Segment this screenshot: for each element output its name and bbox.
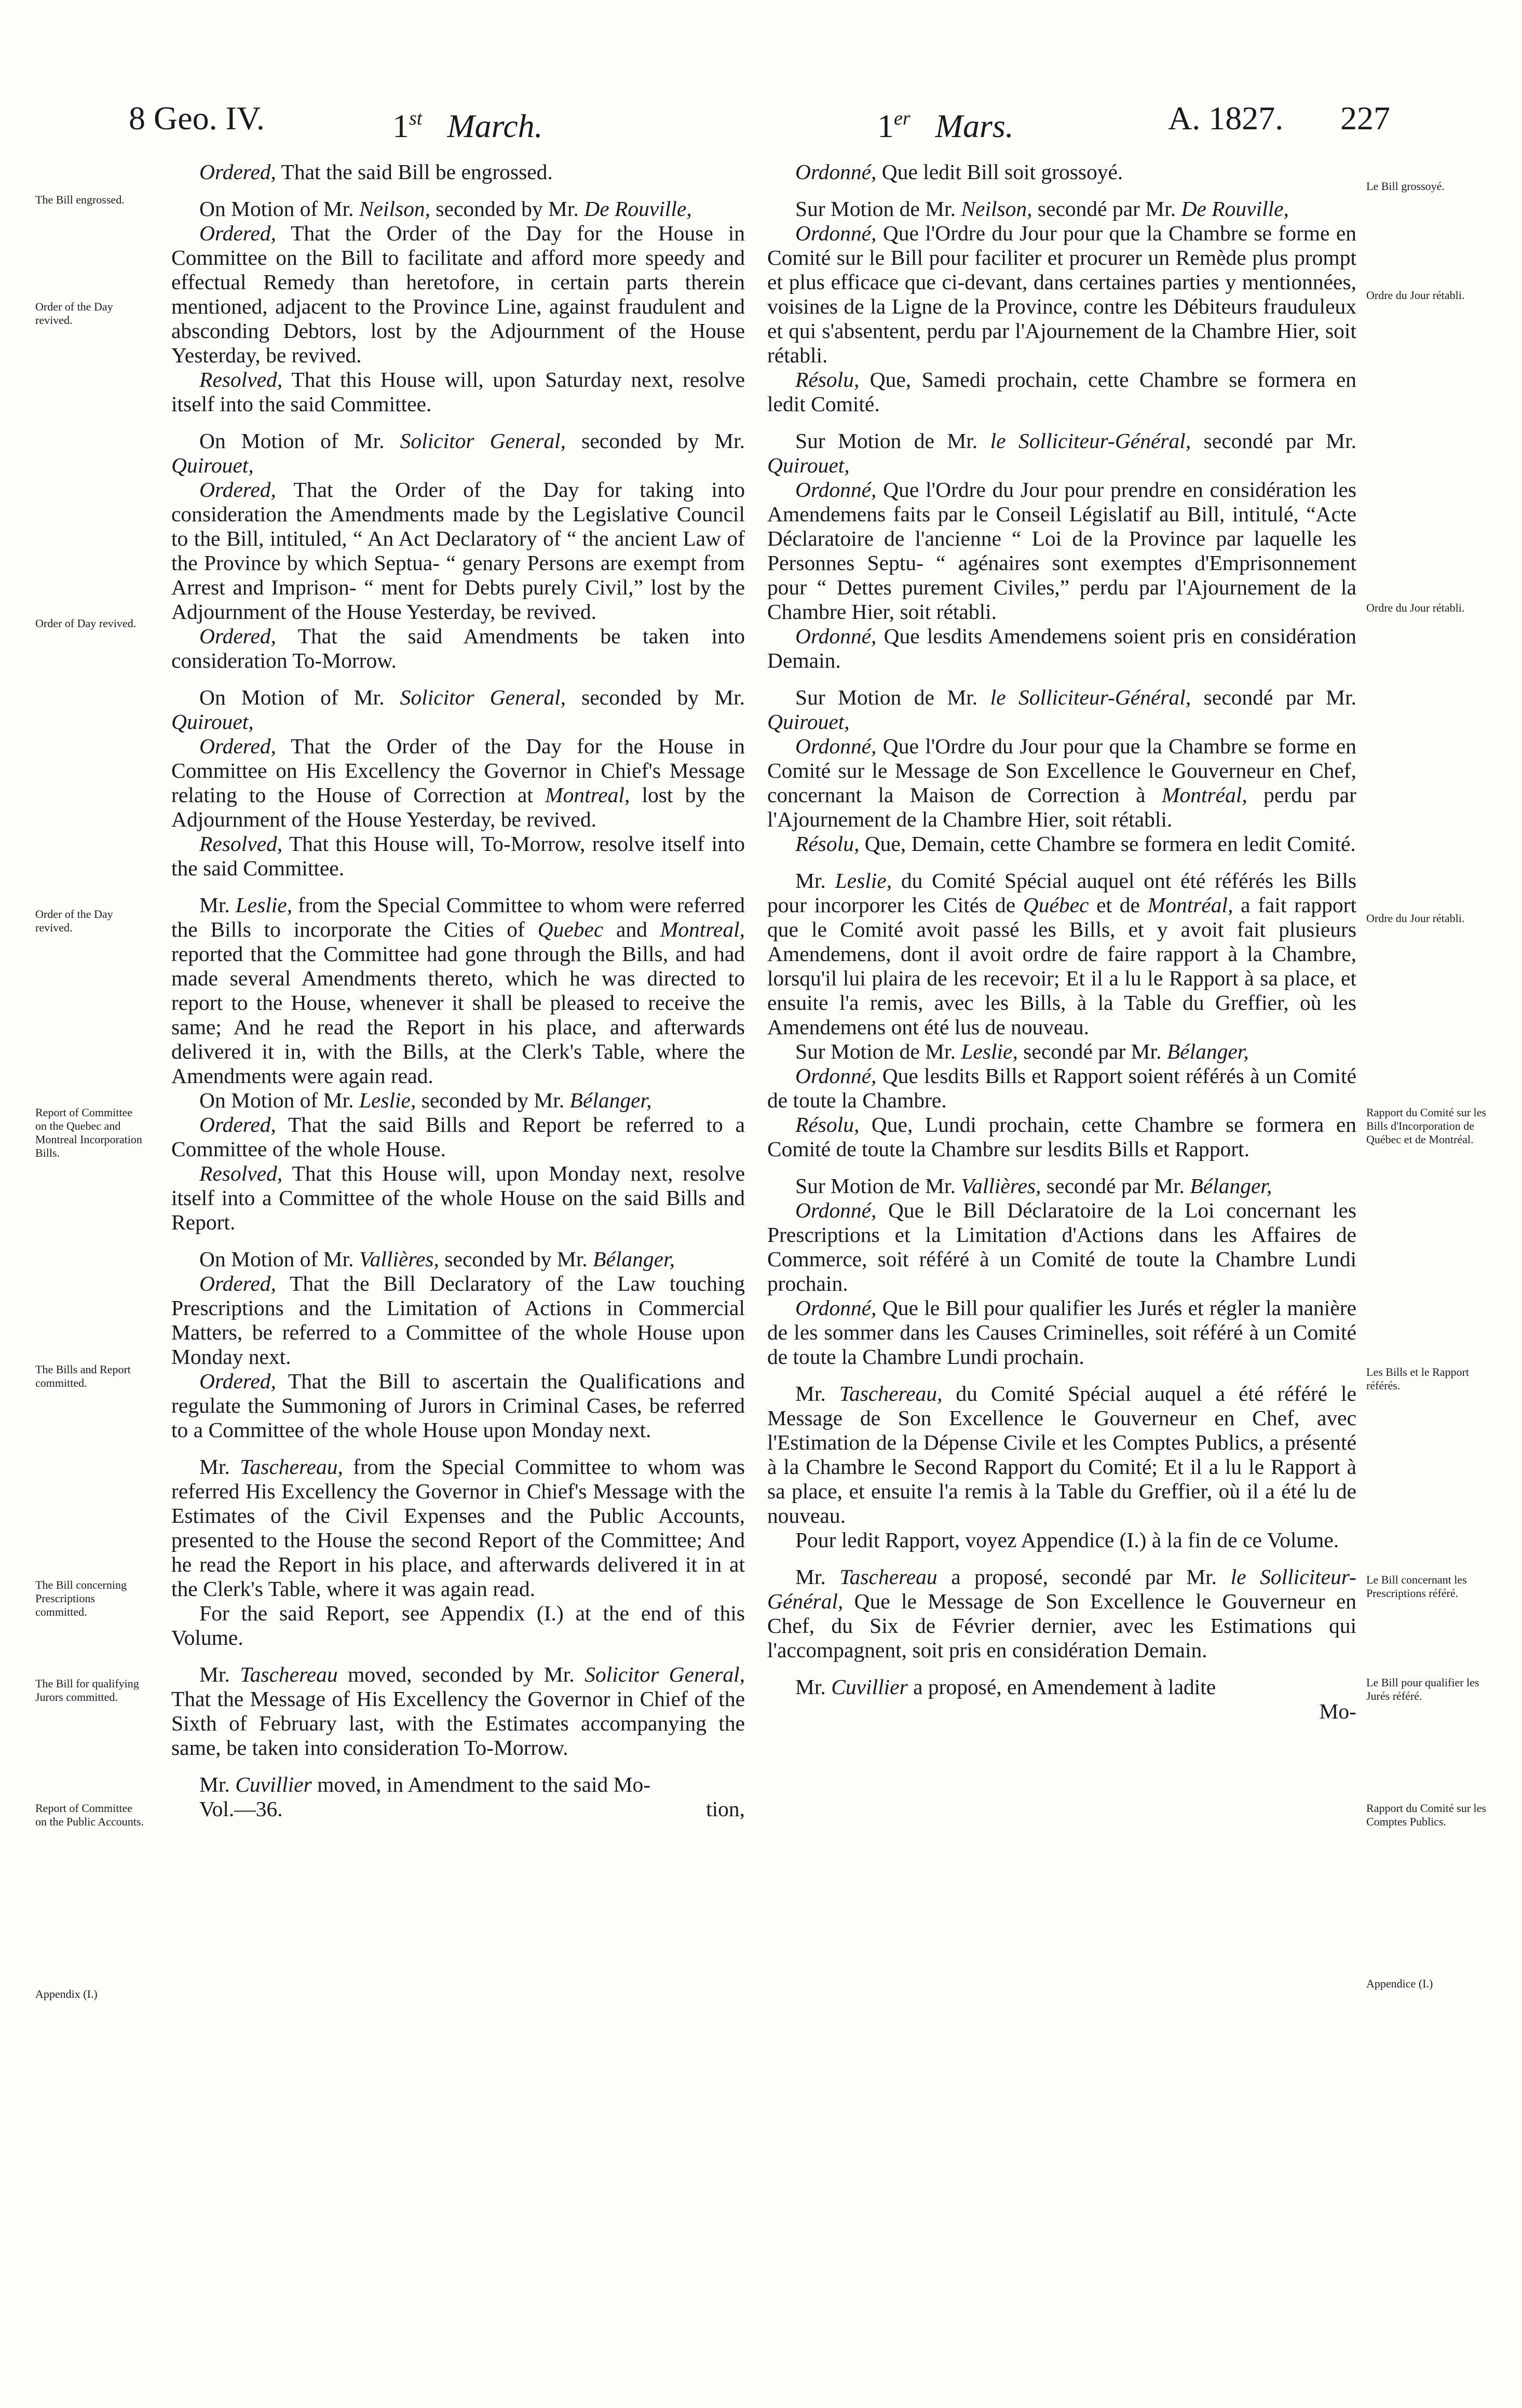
paragraph: On Motion of Mr. Solicitor General, seconded by Mr. Quirouet, [171, 685, 745, 734]
paragraph: Ordered, That the Bill to ascertain the Qualifications and regulate the Summoning of Jurors in Criminal Cases, be referred to a Committee of the whole House upon Monday next. [171, 1369, 745, 1442]
margin-note-right: Rapport du Comité sur les Bills d'Incorporation de Québec et de Montréal. [1366, 1106, 1486, 1146]
margin-note-right: Le Bill grossoyé. [1366, 180, 1445, 193]
paragraph: Ordered, That the Order of the Day for the House in Committee on the Bill to facilitate and afford more speedy and effectual Remedy than heretofore, in certain parts therein mentioned, adjacent to the Province Line, against fraudulent and absconding Debtors, lost by the Adjournment of the House Yesterday, be revived. [171, 221, 745, 367]
paragraph: Pour ledit Rapport, voyez Appendice (I.) à la fin de ce Volume. [795, 1528, 1339, 1552]
paragraph: Resolved, That this House will, To-Morrow, resolve itself into the said Committee. [171, 832, 745, 880]
margin-note-left: Order of the Day revived. [35, 300, 113, 327]
volume-signature: Vol.—36. [199, 1797, 283, 1821]
paragraph: Ordered, That the said Bills and Report be referred to a Committee of the whole House. [171, 1113, 745, 1161]
margin-note-right: Ordre du Jour rétabli. [1366, 601, 1465, 614]
session-label: 8 Geo. IV. [129, 100, 265, 137]
paragraph: Mr. Taschereau, from the Special Committee to whom was referred His Excellency the Governor in Chief's Message with the Estimates of the Civil Expenses and the Public Accounts, presented to the House the second Report of the Committee; And he read the Report in his place, and afterwards delivered it in at the Clerk's Table, where it was again read. [171, 1455, 745, 1601]
paragraph: Ordonné, Que ledit Bill soit grossoyé. [795, 160, 1123, 184]
margin-note-left: Order of the Day revived. [35, 908, 113, 934]
paragraph: Ordered, That the said Bill be engrossed. [199, 160, 553, 184]
paragraph: Résolu, Que, Samedi prochain, cette Chambre se formera en ledit Comité. [767, 368, 1356, 416]
date-day-suffix: st [409, 107, 423, 129]
header-year [1168, 98, 1283, 139]
paragraph: For the said Report, see Appendix (I.) at the end of this Volume. [171, 1601, 745, 1649]
margin-note-right: Le Bill pour qualifier les Jurés référé. [1366, 1676, 1479, 1702]
margin-note-left: The Bill concerning Prescriptions committed. [35, 1578, 127, 1618]
paragraph: Mr. Leslie, from the Special Committee to whom were referred the Bills to incorporate the Cities of Quebec and Montreal, reported that the Committee had gone through the Bills, and had made several Amendments thereto, which he was directed to report to the House, whenever it shall be pleased to receive the same; And he read the Report in his place, and afterwards delivered it in, with the Bills, at the Clerk's Table, where the Amendments were again read. [171, 893, 745, 1088]
english-column [171, 160, 745, 1821]
paragraph: Mr. Taschereau a proposé, secondé par Mr. le Solliciteur-Général, Que le Message de Son Excellence le Gouverneur en Chef, du Six de Février dernier, avec les Estimations qui l'accompagnent, soit pris en considération Demain. [767, 1565, 1356, 1662]
margin-note-left: The Bills and Report committed. [35, 1363, 131, 1389]
paragraph: Ordered, That the Order of the Day for taking into consideration the Amendments made by the Legislative Council to the Bill, intituled, “ An Act Declaratory of “ the ancient Law of the Province by which Septua- “ genary Persons are exempt from Arrest and Imprison- “ ment for Debts purely Civil,” lost by the Adjournment of the House Yesterday, be revived. [171, 478, 745, 624]
margin-note-left: Report of Committee on the Quebec and Montreal Incorporation Bills. [35, 1106, 142, 1159]
paragraph: Ordered, That the said Amendments be taken into consideration To-Morrow. [171, 624, 745, 672]
date-day: 1 [392, 107, 409, 144]
paragraph: Ordered, That the Bill Declaratory of the Law touching Prescriptions and the Limitation of Actions in Commercial Matters, be referred to a Committee of the whole House upon Monday next. [171, 1271, 745, 1369]
year-label: A. 1827. [1168, 100, 1284, 137]
paragraph: Résolu, Que, Demain, cette Chambre se formera en ledit Comité. [795, 832, 1356, 856]
header-session [129, 98, 265, 139]
paragraph: Sur Motion de Mr. Neilson, secondé par Mr. De Rouville, [795, 197, 1289, 221]
paragraph: On Motion of Mr. Vallières, seconded by Mr. Bélanger, [199, 1247, 675, 1271]
paragraph: Ordonné, Que lesdits Bills et Rapport soient référés à un Comité de toute la Chambre. [767, 1064, 1356, 1112]
paragraph: Resolved, That this House will, upon Monday next, resolve itself into a Committee of the whole House on the said Bills and Report. [171, 1161, 745, 1234]
paragraph: Sur Motion de Mr. le Solliciteur-Général, secondé par Mr. Quirouet, [767, 429, 1356, 477]
paragraph: Ordonné, Que lesdits Amendemens soient pris en considération Demain. [767, 624, 1356, 672]
paragraph: Mr. Taschereau moved, seconded by Mr. Solicitor General, That the Message of His Excellency the Governor in Chief of the Sixth of February last, with the Estimates accompanying the same, be taken into consideration To-Morrow. [171, 1662, 745, 1760]
paragraph: Sur Motion de Mr. Vallières, secondé par Mr. Bélanger, [795, 1174, 1272, 1198]
page-number: 227 [1340, 100, 1390, 137]
date-day-suffix-fr: er [894, 107, 911, 129]
paragraph: Ordonné, Que l'Ordre du Jour pour que la Chambre se forme en Comité sur le Bill pour faciliter et procurer un Remède plus prompt et plus efficace que ci-devant, dans certaines parties y mentionnées, voisines de la Ligne de la Province, contre les Débiteurs frauduleux et qui s'absentent, perdu par l'Ajournement de la Chambre Hier, soit rétabli. [767, 221, 1356, 367]
french-column [767, 160, 1356, 1724]
signature-line [171, 1797, 745, 1821]
margin-note-right: Appendice (I.) [1366, 1977, 1433, 1990]
paragraph: On Motion of Mr. Solicitor General, seconded by Mr. Quirouet, [171, 429, 745, 477]
paragraph: Mr. Cuvillier moved, in Amendment to the said Mo- [199, 1773, 651, 1796]
catchword-fr: Mo- [1319, 1699, 1356, 1723]
paragraph: Resolved, That this House will, upon Saturday next, resolve itself into the said Committee. [171, 368, 745, 416]
header-date-left [392, 98, 543, 147]
margin-note-left: The Bill engrossed. [35, 193, 125, 206]
paragraph: Ordonné, Que l'Ordre du Jour pour prendre en considération les Amendemens faits par le Conseil Législatif au Bill, intitulé, “Acte Déclaratoire de l'ancienne “ Loi de la Province par laquelle les Personnes Septu- “ agénaires sont exemptes d'Emprisonnement pour “ Dettes purement Civiles,” perdu par l'Ajournement de la Chambre Hier, soit rétabli. [767, 478, 1356, 624]
paragraph: Mr. Leslie, du Comité Spécial auquel ont été référés les Bills pour incorporer les Cités de Québec et de Montréal, a fait rapport que le Comité avoit passé les Bills, et y avoit fait plusieurs Amendemens, dont il avoit ordre de faire rapport à la Chambre, lorsqu'il lui plaira de les recevoir; Et il a lu le Rapport à sa place, et ensuite l'a remis, avec les Bills, à la Table du Greffier, où les Amendemens ont été lus de nouveau. [767, 869, 1357, 1039]
paragraph: On Motion of Mr. Leslie, seconded by Mr. Bélanger, [199, 1088, 652, 1112]
margin-note-left: The Bill for qualifying Jurors committed. [35, 1677, 139, 1703]
paragraph: Sur Motion de Mr. le Solliciteur-Général, secondé par Mr. Quirouet, [767, 685, 1356, 734]
margin-note-right: Les Bills et le Rapport référés. [1366, 1365, 1469, 1392]
paragraph: Ordonné, Que le Bill pour qualifier les Jurés et régler la manière de les sommer dans les Causes Criminelles, soit référé à un Comité de toute la Chambre Lundi prochain. [767, 1296, 1356, 1369]
paragraph: Ordered, That the Order of the Day for the House in Committee on His Excellency the Governor in Chief's Message relating to the House of Correction at Montreal, lost by the Adjournment of the House Yesterday, be revived. [171, 734, 745, 831]
paragraph: Ordonné, Que le Bill Déclaratoire de la Loi concernant les Prescriptions et la Limitation d'Actions dans les Affaires de Commerce, soit référé à un Comité de toute la Chambre Lundi prochain. [767, 1198, 1356, 1295]
date-day-fr: 1 [877, 107, 894, 144]
date-month-fr: Mars. [935, 107, 1014, 144]
paragraph: Résolu, Que, Lundi prochain, cette Chambre se formera en Comité de toute la Chambre sur lesdits Bills et Rapport. [767, 1113, 1356, 1161]
paragraph: Sur Motion de Mr. Leslie, secondé par Mr. Bélanger, [795, 1039, 1249, 1063]
margin-note-right: Ordre du Jour rétabli. [1366, 912, 1465, 925]
paragraph: Mr. Taschereau, du Comité Spécial auquel a été référé le Message de Son Excellence le Gouverneur en Chef, avec l'Estimation de la Dépense Civile et les Comptes Publics, a présenté à la Chambre le Second Rapport du Comité; Et il a lu le Rapport à sa place, et ensuite l'a remis à la Table du Greffier, où il a été lu de nouveau. [767, 1382, 1356, 1527]
catchword: tion, [706, 1797, 745, 1821]
paragraph: On Motion of Mr. Neilson, seconded by Mr. De Rouville, [199, 197, 692, 221]
margin-note-left: Order of Day revived. [35, 617, 137, 630]
paragraph: Ordonné, Que l'Ordre du Jour pour que la Chambre se forme en Comité sur le Message de Son Excellence le Gouverneur en Chef, concernant la Maison de Correction à Montréal, perdu par l'Ajournement de la Chambre Hier, soit rétabli. [767, 734, 1356, 831]
header-page-number [1340, 98, 1390, 139]
margin-note-right: Le Bill concernant les Prescriptions référé. [1366, 1573, 1467, 1600]
margin-note-left: Appendix (I.) [35, 1987, 98, 2000]
paragraph: Mr. Cuvillier a proposé, en Amendement à ladite [795, 1675, 1216, 1699]
date-month: March. [447, 107, 543, 144]
header-date-right [877, 98, 1014, 147]
margin-note-left: Report of Committee on the Public Accounts. [35, 1802, 144, 1828]
margin-note-right: Ordre du Jour rétabli. [1366, 289, 1465, 302]
margin-note-right: Rapport du Comité sur les Comptes Publics. [1366, 1802, 1486, 1828]
signature-line-fr [767, 1699, 1356, 1724]
